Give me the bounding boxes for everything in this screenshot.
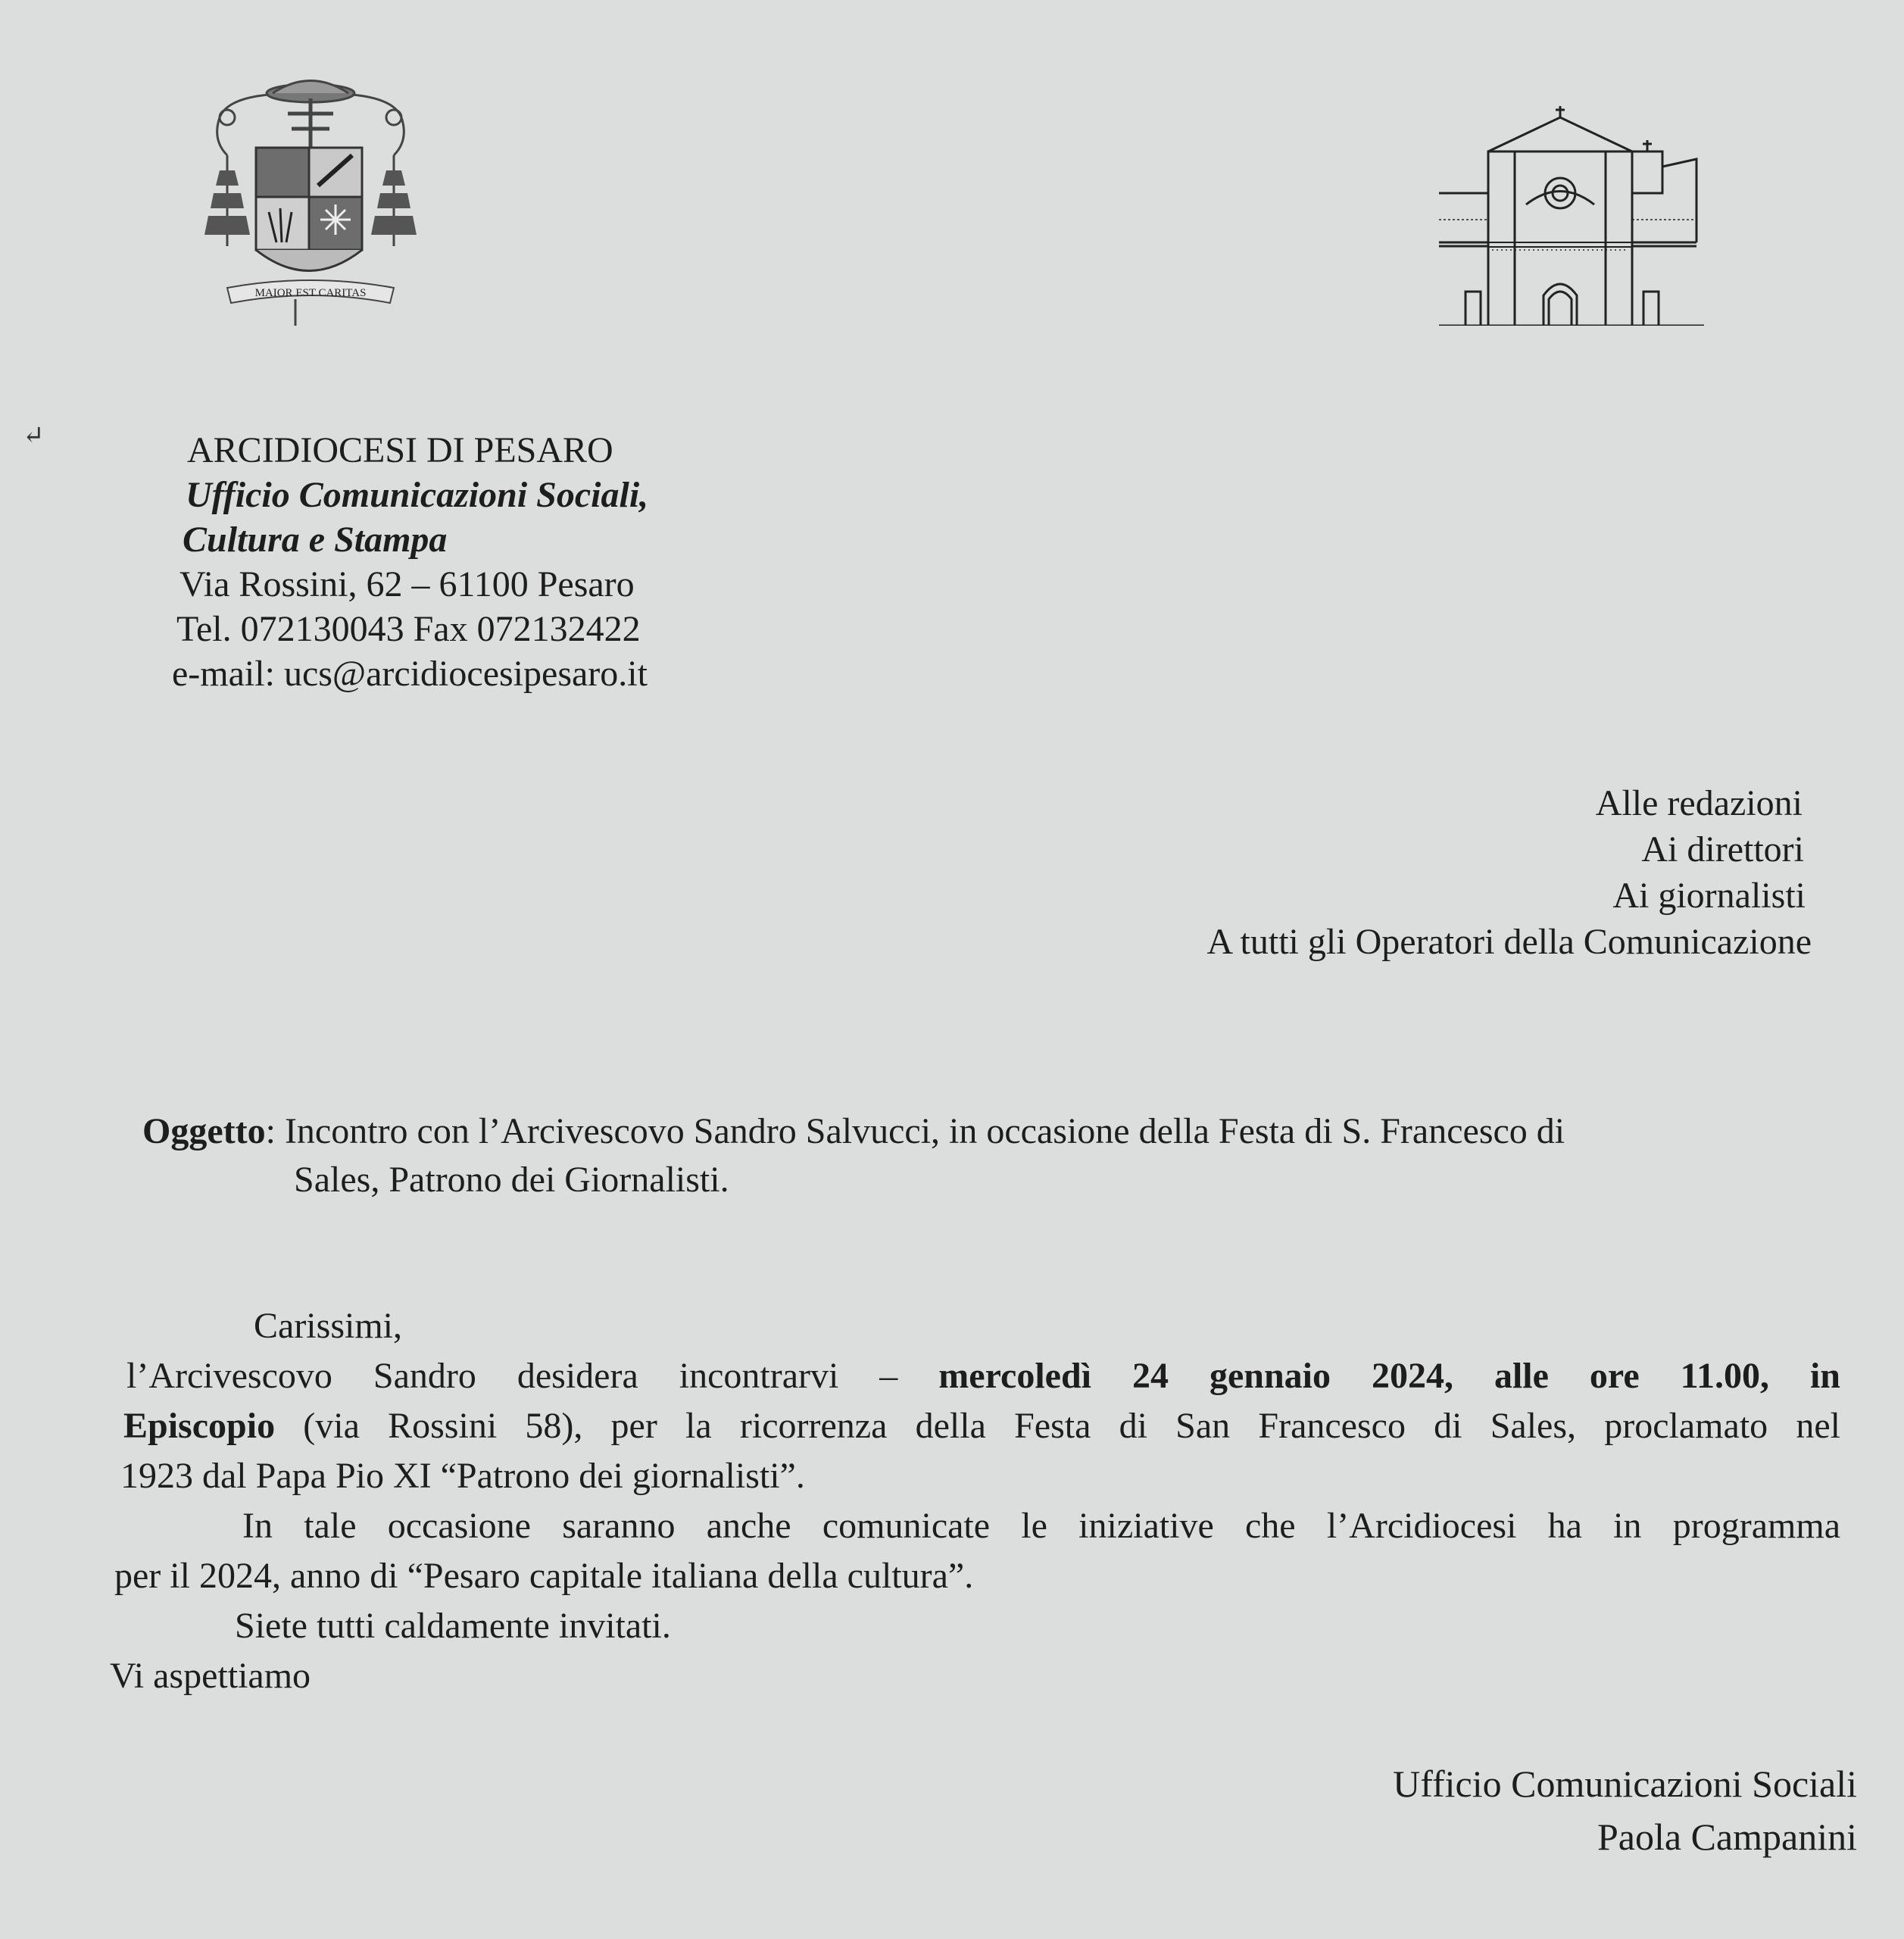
sender-phone: Tel. 072130043 Fax 072132422 [176,609,641,649]
recipient-line: Ai giornalisti [1612,876,1806,916]
crest-motto: MAIOR EST CARITAS [254,287,367,299]
recipient-line: Alle redazioni [1595,783,1803,823]
archbishop-coat-of-arms [197,72,424,329]
letter-body [110,1301,1840,1701]
sender-office-line2: Cultura e Stampa [183,520,448,560]
recipients-block [1207,780,1812,965]
recipient-line: Ai direttori [1641,829,1804,870]
subject-label: Oggetto [142,1111,266,1151]
margin-mark: ↵ [23,422,45,450]
subject-text-line2: Sales, Patrono dei Giornalisti. [294,1160,729,1200]
subject-text-line1: : Incontro con l’Arcivescovo Sandro Salvucci, in occasione della Festa di S. Francesco di [265,1111,1565,1151]
body-paragraph-1-line3: 1923 dal Papa Pio XI “Patrono dei giornalisti”. [120,1456,805,1496]
recipient-line: A tutti gli Operatori della Comunicazione [1206,922,1812,962]
signature-name: Paola Campanini [1597,1816,1857,1858]
sender-email: e-mail: ucs@arcidiocesipesaro.it [172,654,648,694]
subject-block [142,1107,1793,1204]
body-paragraph-1-line2: Episcopio (via Rossini 58), per la ricorrenza della Festa di San Francesco di Sales, proclamato nel [123,1406,1840,1446]
sender-org: ARCIDIOCESI DI PESARO [187,430,613,470]
sender-block [170,428,648,696]
greeting: Carissimi, [254,1306,403,1346]
body-paragraph-1-line1: l’Arcivescovo Sandro desidera incontrarvi – mercoledì 24 gennaio 2024, alle ore 11.00, in [126,1356,1840,1396]
body-paragraph-2-line1: In tale occasione saranno anche comunicate le iniziative che l’Arcidiocesi ha in programma [242,1506,1840,1546]
sender-office-line1: Ufficio Comunicazioni Sociali, [186,475,649,515]
closing: Vi aspettiamo [110,1656,311,1696]
signature-block [1393,1757,1857,1863]
body-paragraph-2-line2: per il 2024, anno di “Pesaro capitale italiana della cultura”. [114,1556,974,1596]
cathedral-facade-drawing [1439,106,1704,326]
body-paragraph-3: Siete tutti caldamente invitati. [235,1606,671,1646]
signature-office: Ufficio Comunicazioni Sociali [1393,1763,1857,1805]
sender-address: Via Rossini, 62 – 61100 Pesaro [179,564,635,604]
